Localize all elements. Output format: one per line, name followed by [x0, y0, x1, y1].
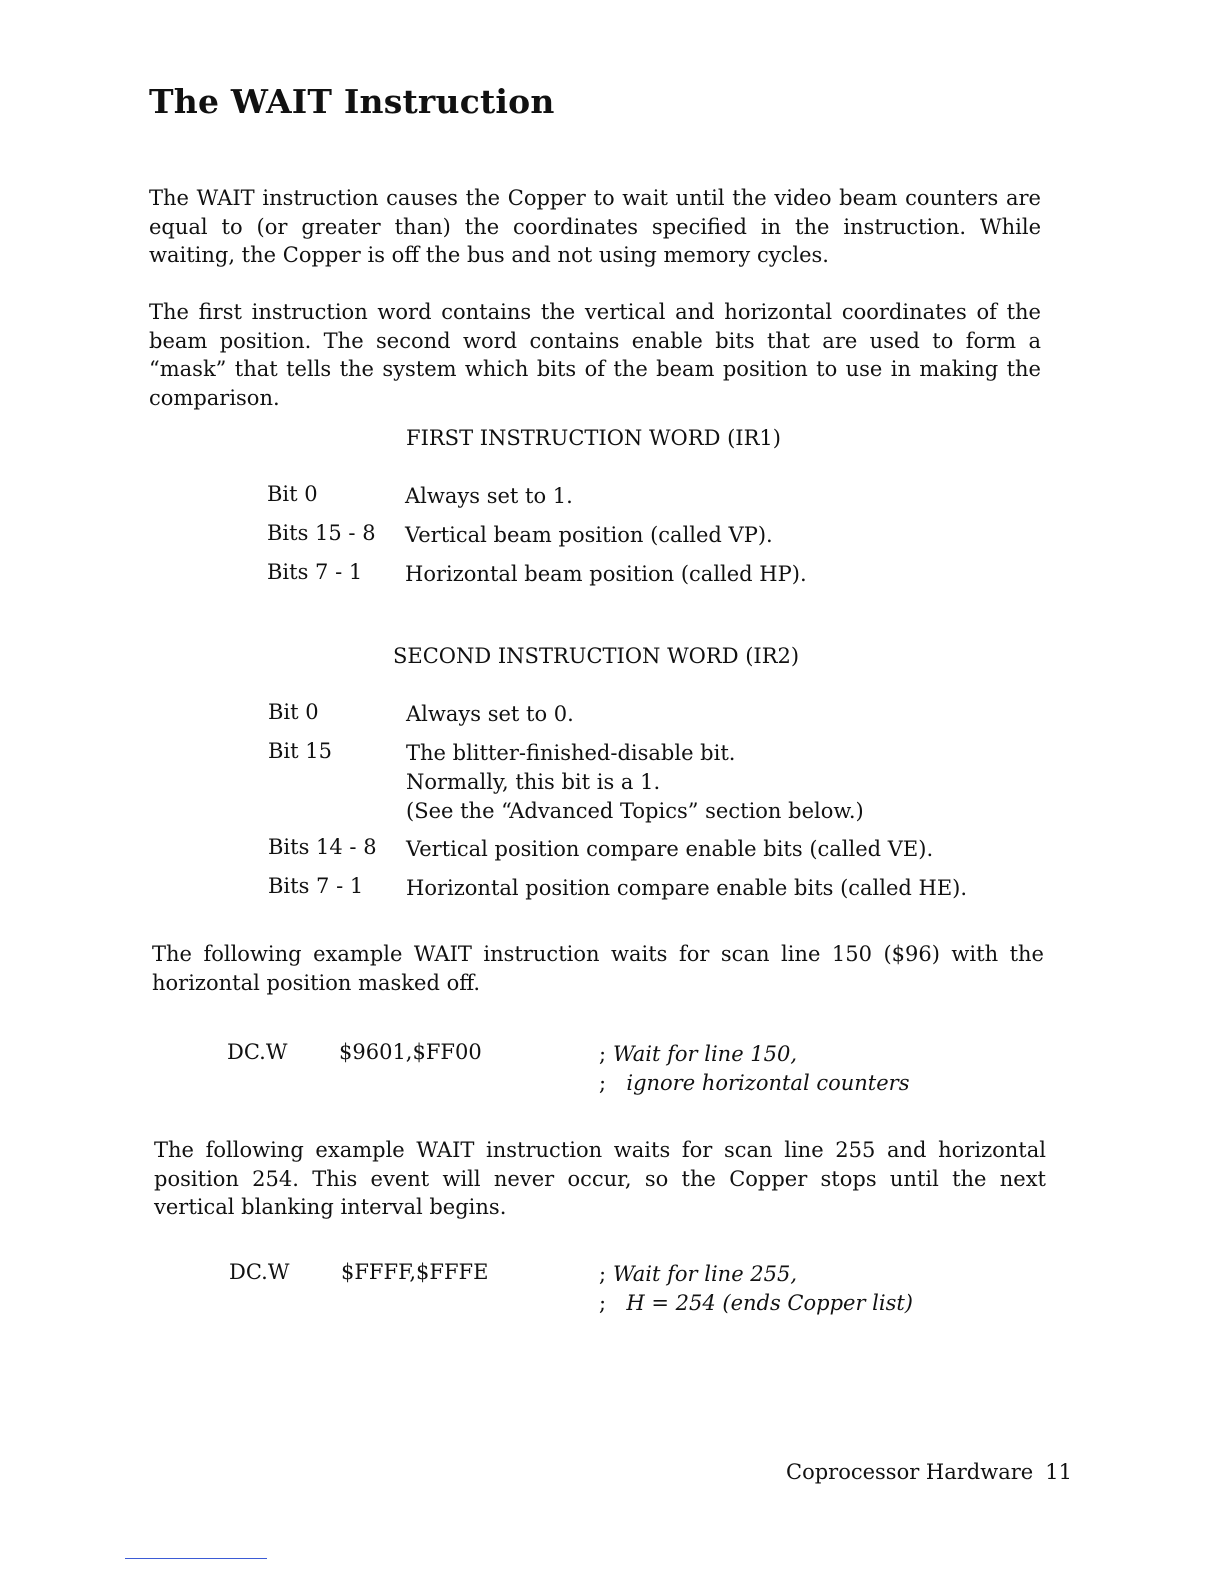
ir1-caption: FIRST INSTRUCTION WORD (IR1): [406, 426, 781, 450]
bit-label: Bits 7 - 1: [267, 560, 363, 584]
bit-description: Vertical position compare enable bits (called VE).: [406, 837, 934, 861]
bit-description: The blitter-finished-disable bit.: [406, 741, 736, 765]
bit-description: Vertical beam position (called VP).: [405, 523, 773, 547]
page-number: 11: [1045, 1460, 1072, 1484]
bit-description: (See the “Advanced Topics” section below.): [406, 799, 864, 823]
code-comment: ; Wait for line 255, ; H = 254 (ends Copper list): [599, 1262, 913, 1315]
bit-label: Bit 0: [268, 700, 319, 724]
code-comment: ; Wait for line 150, ; ignore horizontal counters: [599, 1042, 910, 1095]
example2-paragraph: The following example WAIT instruction waits for scan line 255 and horizontal position 254. This event will never occur, so the Copper stops until the next vertical blanking interval begins.: [154, 1138, 1046, 1219]
code-directive: DC.W: [229, 1260, 290, 1284]
page-footer: [786, 1460, 1072, 1484]
comment-line: Wait for line 255,: [613, 1262, 798, 1286]
bit-label: Bits 15 - 8: [267, 521, 376, 545]
code-directive: DC.W: [227, 1040, 288, 1064]
bottom-rule: [125, 1558, 267, 1559]
comment-line: H = 254 (ends Copper list): [626, 1291, 913, 1315]
bit-label: Bits 7 - 1: [268, 874, 364, 898]
bit-description: Always set to 1.: [405, 484, 573, 508]
bit-label: Bit 0: [267, 482, 318, 506]
intro-paragraph: The WAIT instruction causes the Copper to wait until the video beam counters are equal to (or greater than) the coordinates specified in the instruction. While waiting, the Copper is off the bus and not using memory cycles.: [149, 186, 1041, 267]
mask-paragraph: The first instruction word contains the vertical and horizontal coordinates of the beam position. The second word contains enable bits that are used to form a “mask” that tells the system which bits of the beam position to use in making the comparison.: [149, 300, 1041, 410]
bit-label: Bit 15: [268, 739, 332, 763]
comment-line: ignore horizontal counters: [626, 1071, 910, 1095]
bit-description: Horizontal position compare enable bits (called HE).: [406, 876, 968, 900]
page-title: The WAIT Instruction: [149, 82, 555, 121]
example1-paragraph: The following example WAIT instruction waits for scan line 150 ($96) with the horizontal position masked off.: [152, 942, 1044, 995]
bit-label: Bits 14 - 8: [268, 835, 377, 859]
bit-description: Always set to 0.: [406, 702, 574, 726]
code-operands: $FFFF,$FFFE: [341, 1260, 489, 1284]
code-operands: $9601,$FF00: [339, 1040, 482, 1064]
comment-line: Wait for line 150,: [613, 1042, 798, 1066]
bit-description: Horizontal beam position (called HP).: [405, 562, 807, 586]
footer-section: Coprocessor Hardware: [786, 1460, 1034, 1484]
ir2-caption: SECOND INSTRUCTION WORD (IR2): [393, 644, 800, 668]
bit-description: Normally, this bit is a 1.: [406, 770, 661, 794]
